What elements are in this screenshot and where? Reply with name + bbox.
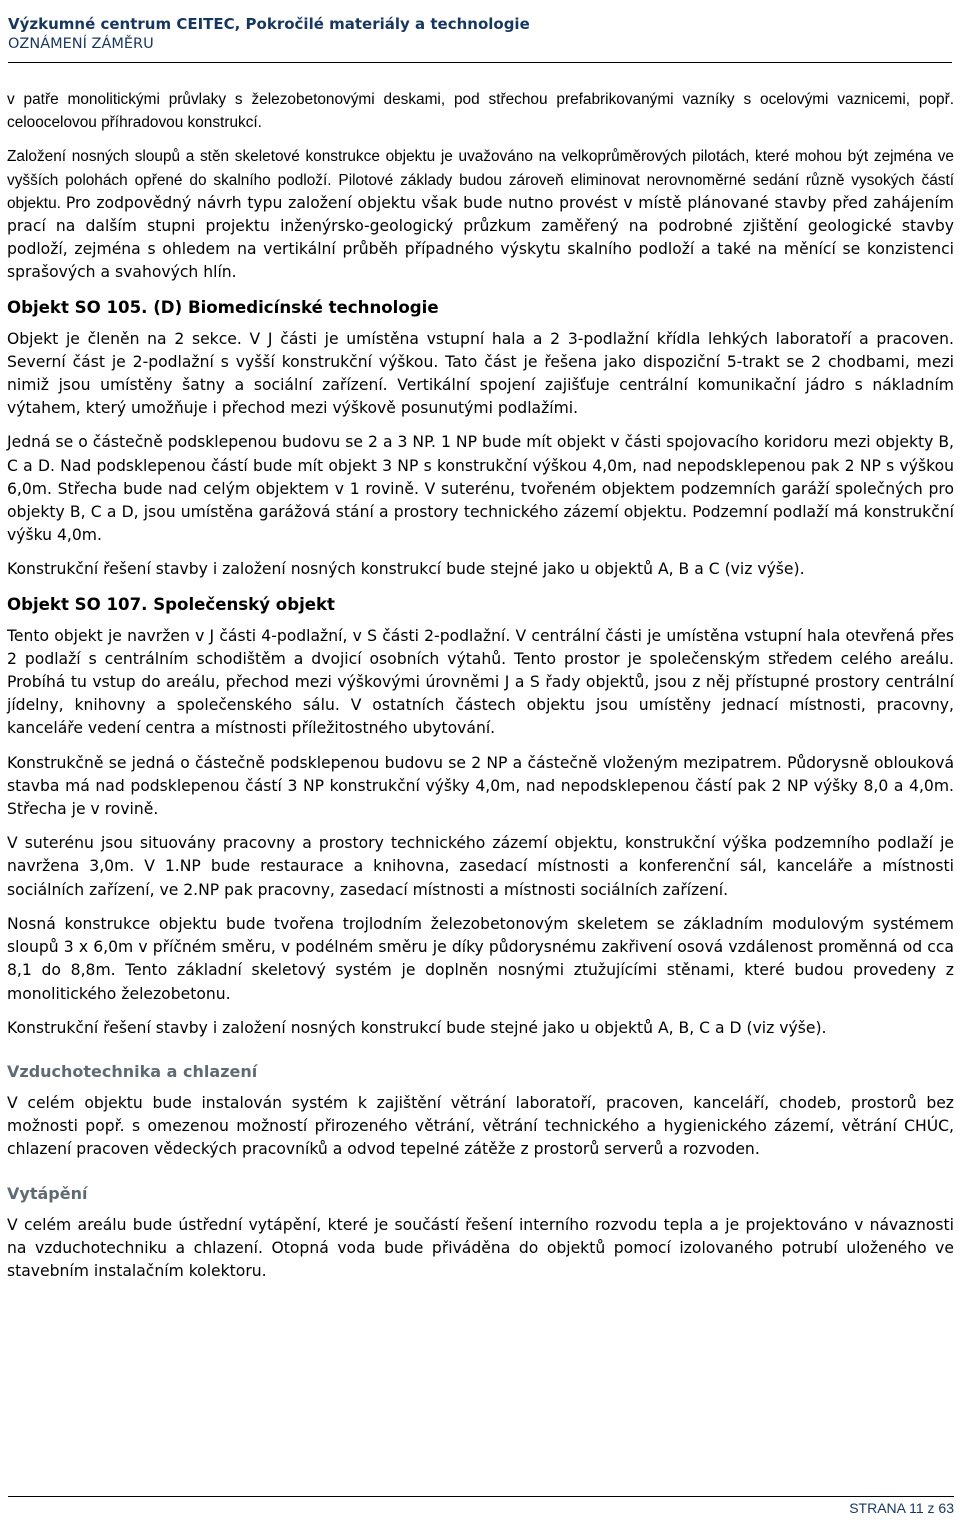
- paragraph-2b: Pro zodpovědný návrh typu založení objektu však bude nutno provést v místě plánované stavby před zahájením prací na dalším stupni projektu inženýrsko-geologický průzkum zaměřený na podrobné zjištění geologické stavby podloží, zejména s ohledem na vertikální průběh případného výskytu skalního podloží a také na měnící se konzistenci sprašových a svahových hlín.: [7, 193, 954, 282]
- heading-vzduchotechnika: Vzduchotechnika a chlazení: [7, 1061, 258, 1081]
- paragraph-2a: Založení nosných sloupů a stěn skeletové konstrukce objektu je uvažováno na velkoprůměrových pilotách, které mohou být zejména ve vyšších polohách opřené do skalního podloží. Pilotové základy budou zároveň eliminovat nerovnoměrné sedání různě vysokých částí objektu.: [7, 148, 954, 212]
- paragraph-5: Konstrukční řešení stavby i založení nosných konstrukcí bude stejné jako u objektů A, B a C (viz výše).: [7, 560, 805, 579]
- paragraph-4: Jedná se o částečně podsklepenou budovu se 2 a 3 NP. 1 NP bude mít objekt v části spojovacího koridoru mezi objekty B, C a D. Nad podsklepenou částí bude mít objekt 3 NP s konstrukční výškou 4,0m, nad nepodsklepenou pak 2 NP s výškou 6,0m. Střecha bude nad celým objektem v 1 rovině. V suterénu, tvořeném objektem podzemních garáží společných pro objekty B, C a D, jsou umístěna garážová stání a prostory technického zázemí objektu. Podzemní podlaží má konstrukční výšku 4,0m.: [7, 433, 954, 545]
- heading-so107: Objekt SO 107. Společenský objekt: [7, 594, 335, 614]
- paragraph-9: Nosná konstrukce objektu bude tvořena trojlodním železobetonovým skeletem se základním modulovým systémem sloupů 3 x 6,0m v příčném směru, v podélném směru je díky půdorysnému zakřivení osová vzdálenost proměnná od cca 8,1 do 8,8m. Tento základní skeletový systém je doplněn nosnými ztužujícími stěnami, které budou provedeny z monolitického železobetonu.: [7, 914, 954, 1003]
- header-rule: [8, 62, 952, 63]
- paragraph-10: Konstrukční řešení stavby i založení nosných konstrukcí bude stejné jako u objektů A, B, C a D (viz výše).: [7, 1018, 827, 1037]
- paragraph-8: V suterénu jsou situovány pracovny a prostory technického zázemí objektu, konstrukční výška podzemního podlaží je navržena 3,0m. V 1.NP bude restaurace a knihovna, zasedací místnosti a konferenční sál, kanceláře a místnosti sociálních zařízení, ve 2.NP pak pracovny, zasedací místnosti a místnosti sociálních zařízení.: [7, 834, 954, 899]
- heading-vytapeni: Vytápění: [7, 1183, 88, 1203]
- paragraph-2: [7, 145, 954, 284]
- page-header: [8, 14, 952, 63]
- page-footer: [8, 1496, 954, 1516]
- paragraph-11: V celém objektu bude instalován systém k zajištění větrání laboratoří, pracoven, kanceláří, chodeb, prostorů bez možnosti popř. s omezenou možností přirozeného větrání, větrání technického a hygienického zázemí, větrání CHÚC, chlazení pracoven vědeckých pracovníků a odvod tepelné zátěže z prostorů serverů a rozvoden.: [7, 1093, 954, 1159]
- page-content: [7, 88, 954, 1283]
- paragraph-7: Konstrukčně se jedná o částečně podsklepenou budovu se 2 NP a částečně vloženým mezipatrem. Půdorysně oblouková stavba má nad podsklepenou částí 3 NP konstrukční výšky 4,0m, nad nepodsklepenou částí pak 2 NP výšky 8,0 a 4,0m. Střecha je v rovině.: [7, 753, 954, 819]
- page-number: STRANA 11 z 63: [849, 1500, 954, 1516]
- paragraph-12: V celém areálu bude ústřední vytápění, které je součástí řešení interního rozvodu tepla a je projektováno v návaznosti na vzduchotechniku a chlazení. Otopná voda bude přiváděna do objektů pomocí izolovaného potrubí uloženého ve stavebním instalačním kolektoru.: [7, 1215, 954, 1280]
- paragraph-1: v patře monolitickými průvlaky s železobetonovými deskami, pod střechou prefabrikovanými vazníky s ocelovými vaznicemi, popř. celoocelovou příhradovou konstrukcí.: [7, 91, 954, 132]
- paragraph-6: Tento objekt je navržen v J části 4-podlažní, v S části 2-podlažní. V centrální části je umístěna vstupní hala otevřená přes 2 podlaží s centrálním schodištěm a dvojicí osobních výtahů. Tento prostor je společenským středem celého areálu. Probíhá tu vstup do areálu, přechod mezi výškovými úrovněmi J a S řady objektů, jsou z něj přístupné prostory centrální jídelny, knihovny a společenského sálu. V ostatních částech objektu jsou umístěny jednací místnosti, pracovny, kanceláře vedení centra a místnosti příležitostného ubytování.: [7, 626, 954, 738]
- heading-so105: Objekt SO 105. (D) Biomedicínské technologie: [7, 297, 439, 317]
- header-title: Výzkumné centrum CEITEC, Pokročilé materiály a technologie: [8, 15, 530, 33]
- header-subtitle: OZNÁMENÍ ZÁMĚRU: [8, 36, 154, 52]
- paragraph-3: Objekt je členěn na 2 sekce. V J části je umístěna vstupní hala a 2 3-podlažní křídla lehkých laboratoří a pracoven. Severní část je 2-podlažní s vyšší konstrukční výškou. Tato část je řešena jako dispoziční 5-trakt se 2 chodbami, mezi nimiž jsou umístěny šatny a sociální zařízení. Vertikální spojení zajišťuje centrální komunikační jádro s nákladním výtahem, který umožňuje i přechod mezi výškově posunutými podlažími.: [7, 329, 954, 418]
